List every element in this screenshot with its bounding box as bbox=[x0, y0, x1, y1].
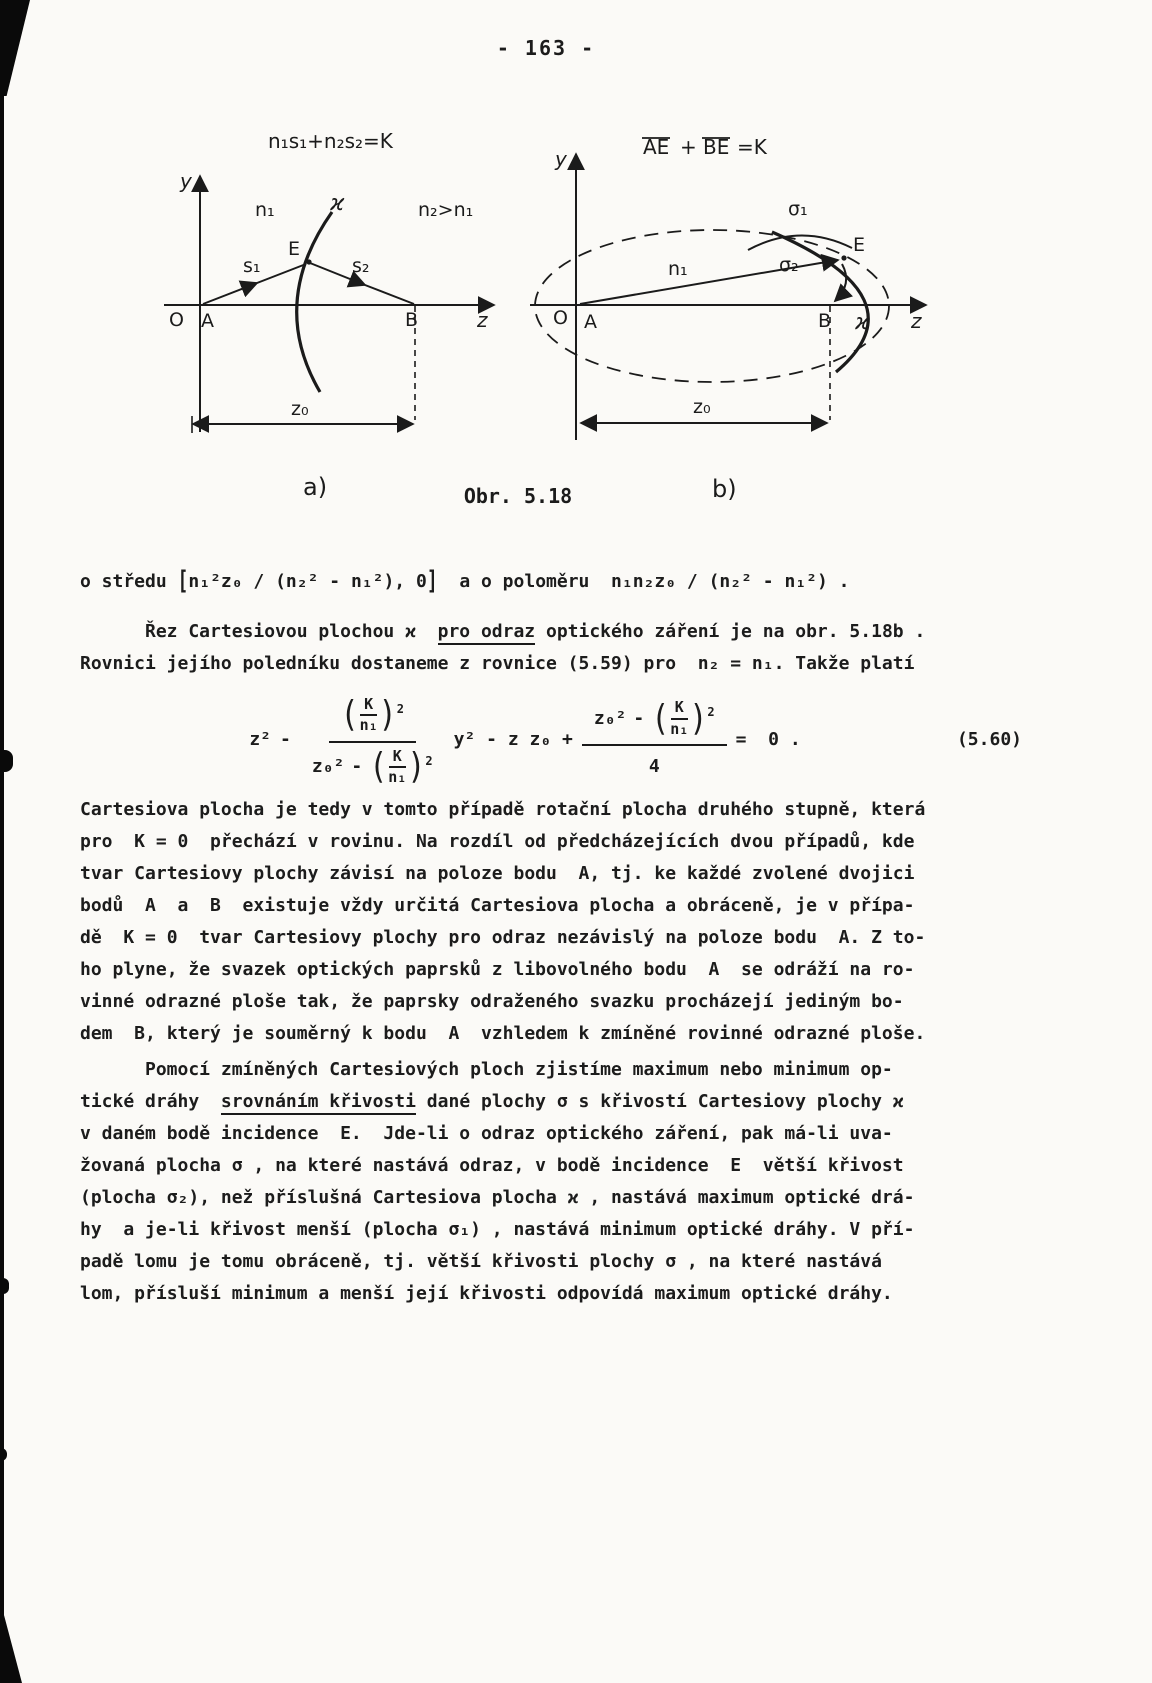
para2-post: dané plochy σ s křivostí Cartesiovy plochy ϰ bbox=[415, 1091, 904, 1112]
eq-fraction-2: z₀² - ( K n₁ ) 2 4 bbox=[582, 697, 727, 783]
text-line: Cartesiova plocha je tedy v tomto případě rotační plocha druhého stupně, která bbox=[80, 799, 926, 820]
origin-label-b: O bbox=[553, 307, 568, 329]
equation-5-60 bbox=[80, 686, 1040, 794]
cartesian-curve-a bbox=[297, 212, 332, 392]
y-axis-label-b: y bbox=[555, 147, 567, 171]
para2-pre: tické dráhy bbox=[80, 1091, 221, 1112]
ray-s1 bbox=[203, 283, 257, 304]
text-line: ho plyne, že svazek optických paprsků z libovolného bodu A se odráží na ro- bbox=[80, 959, 915, 980]
text-line: Pomocí zmíněných Cartesiových ploch zjistíme maximum nebo minimum op- bbox=[145, 1059, 893, 1080]
text-line: (plocha σ₂), než příslušná Cartesiova plocha ϰ , nastává maximum optické drá- bbox=[80, 1187, 915, 1208]
paren-frac: ( K n₁ ) 2 bbox=[651, 696, 715, 739]
ray-s2-tail bbox=[365, 285, 414, 304]
point-a-label-a: A bbox=[201, 310, 214, 332]
sigma1-curve bbox=[748, 235, 852, 250]
intro-post: optického záření je na obr. 5.18b . bbox=[535, 621, 926, 642]
text-line: žovaná plocha σ , na které nastává odraz, v bodě incidence E větší křivost bbox=[80, 1155, 904, 1176]
text-line bbox=[80, 1086, 1040, 1118]
sigma2-label: σ₂ bbox=[779, 254, 799, 276]
n1-label-a: n₁ bbox=[255, 199, 275, 221]
kappa-label-b: ϰ bbox=[855, 310, 870, 335]
point-a-label-b: A bbox=[584, 311, 597, 333]
text-line: v daném bodě incidence E. Jde-li o odraz optického záření, pak má-li uva- bbox=[80, 1123, 893, 1144]
point-b-label-a: B bbox=[405, 309, 419, 331]
text-line: pro K = 0 přechází v rovinu. Na rozdíl od předcházejících dvou případů, kde bbox=[80, 831, 915, 852]
n1-label-b: n₁ bbox=[668, 258, 688, 280]
text-line: dě K = 0 tvar Cartesiovy plochy pro odraz nezávislý na poloze bodu A. Z to- bbox=[80, 927, 926, 948]
scan-artifact bbox=[0, 1448, 7, 1461]
right-bracket: ] bbox=[426, 566, 438, 597]
intro-pre: Řez Cartesiovou plochou ϰ bbox=[145, 621, 438, 642]
text-line: hy a je-li křivost menší (plocha σ₁) , nastává minimum optické dráhy. V pří- bbox=[80, 1219, 915, 1240]
formula-b-plus: + bbox=[680, 135, 697, 159]
diagram-a-labels bbox=[169, 129, 488, 501]
radius-pre: o středu bbox=[80, 571, 178, 592]
text-line: dem B, který je souměrný k bodu A vzhledem k zmíněné rovinné odrazné ploše. bbox=[80, 1023, 926, 1044]
formula-b-eqk: =K bbox=[737, 135, 767, 159]
radius-post: a o poloměru n₁n₂z₀ / (n₂² - n₁²) . bbox=[437, 571, 850, 592]
paren-frac: ( K n₁ ) 2 bbox=[340, 693, 404, 736]
text-line bbox=[80, 616, 1040, 648]
formula-b-be: BE bbox=[703, 135, 730, 159]
equation-number: (5.60) bbox=[956, 729, 1022, 750]
figure-diagrams bbox=[0, 120, 1152, 520]
s1-label: s₁ bbox=[243, 255, 261, 277]
sublabel-a: a) bbox=[303, 473, 328, 501]
z0-label-b: z₀ bbox=[693, 396, 711, 418]
point-e-label-b: E bbox=[853, 234, 866, 256]
point-e-dot-a bbox=[306, 259, 311, 264]
eq-fraction-1: ( K n₁ ) 2 z₀² - ( K n₁ ) 2 bbox=[311, 693, 433, 788]
eq-rhs: = 0 . bbox=[735, 729, 801, 750]
underlined-pro-odraz: pro odraz bbox=[438, 621, 536, 645]
s2-label: s₂ bbox=[352, 255, 370, 277]
point-b-label-b: B bbox=[818, 310, 832, 332]
sigma1-label: σ₁ bbox=[788, 198, 808, 220]
text-line: vinné odrazné ploše tak, že paprsky odraženého svazku procházejí jediným bo- bbox=[80, 991, 904, 1012]
text-line: lom, přísluší minimum a menší její křivosti odpovídá maximum optické dráhy. bbox=[80, 1283, 893, 1304]
eq-minus: - bbox=[280, 729, 291, 750]
formula-b-ae: AE bbox=[643, 135, 670, 159]
text-line-radius bbox=[80, 566, 1040, 598]
y-axis-label-a: y bbox=[180, 169, 192, 193]
eq-z2: z² bbox=[249, 729, 272, 750]
z0-label-a: z₀ bbox=[291, 398, 309, 420]
scan-artifact bbox=[0, 1278, 9, 1294]
origin-label-a: O bbox=[169, 309, 184, 331]
scan-artifact bbox=[0, 750, 13, 772]
z-axis-label-b: z bbox=[911, 309, 922, 333]
figure-5-18 bbox=[0, 120, 1152, 520]
underlined-srovnanim-krivosti: srovnáním křivosti bbox=[221, 1091, 416, 1115]
point-e-dot-b bbox=[841, 255, 846, 260]
ray-n1 bbox=[580, 260, 838, 304]
z-axis-label-a: z bbox=[477, 308, 488, 332]
diagram-b-labels bbox=[553, 135, 922, 503]
point-e-label-a: E bbox=[288, 238, 301, 260]
text-line: tvar Cartesiovy plochy závisí na poloze bodu A, tj. ke každé zvolené dvojici bbox=[80, 863, 915, 884]
text-line: padě lomu je tomu obráceně, tj. větší křivosti plochy σ , na které nastává bbox=[80, 1251, 882, 1272]
paren-frac: ( K n₁ ) 2 bbox=[369, 745, 433, 788]
page-number: - 163 - bbox=[496, 36, 596, 60]
formula-a: n₁s₁+n₂s₂=K bbox=[268, 129, 393, 153]
kappa-label-a: ϰ bbox=[330, 191, 345, 216]
figure-caption: Obr. 5.18 bbox=[463, 484, 573, 508]
left-bracket: [ bbox=[177, 566, 189, 597]
sublabel-b: b) bbox=[712, 475, 737, 503]
radius-inner: n₁²z₀ / (n₂² - n₁²), 0 bbox=[188, 571, 427, 592]
text-line: Rovnici jejího poledníku dostaneme z rovnice (5.59) pro n₂ = n₁. Takže platí bbox=[80, 653, 915, 674]
condition-label: n₂>n₁ bbox=[418, 199, 474, 221]
equation-body bbox=[249, 694, 800, 786]
text-line: bodů A a B existuje vždy určitá Cartesiova plocha a obráceně, je v přípa- bbox=[80, 895, 915, 916]
eq-middle: y² - z z₀ + bbox=[453, 729, 573, 750]
diagram-b bbox=[530, 138, 926, 440]
body-text bbox=[80, 566, 1040, 1310]
